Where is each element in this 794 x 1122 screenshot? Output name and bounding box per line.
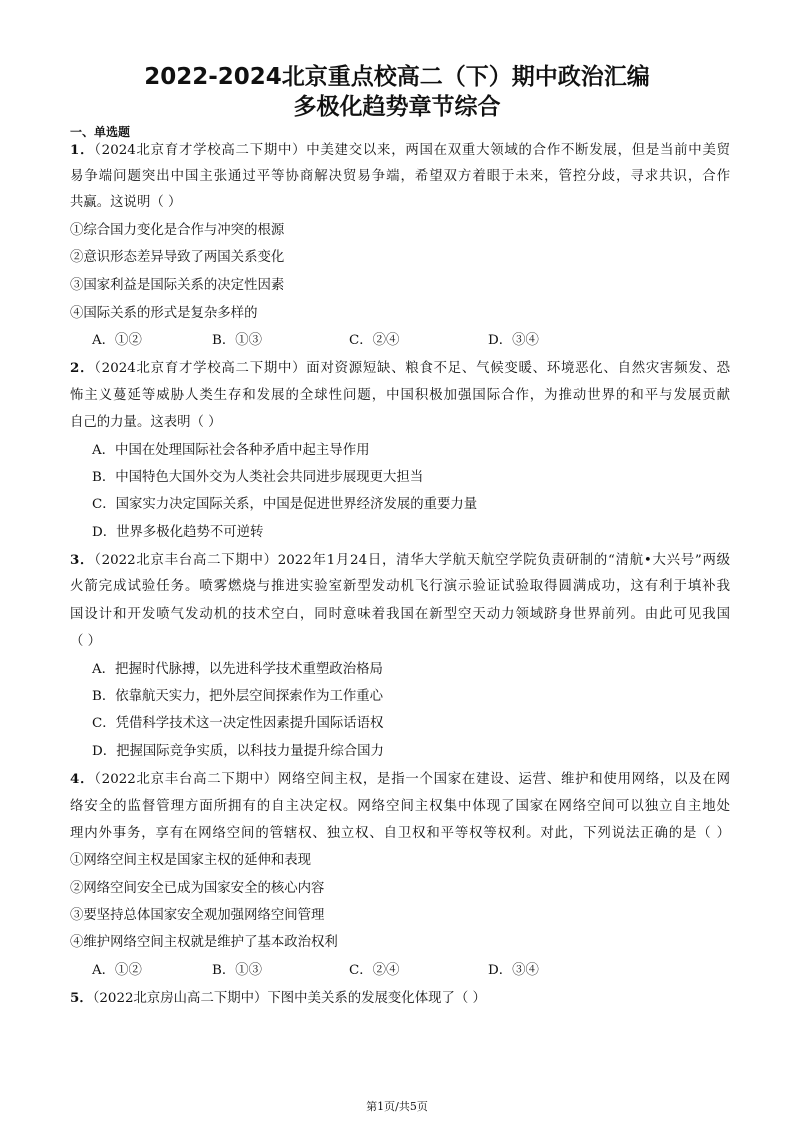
question-1-statement-3: ③国家利益是国际关系的决定性因素 [70, 278, 285, 293]
question-3-option-d: D．把握国际竞争实质，以科技力量提升综合国力 [92, 744, 384, 759]
question-2-line-1: 2．（2024北京育才学校高二下期中）面对资源短缺、粮食不足、气候变暖、环境恶化、自然灾害频发、恐 [70, 360, 730, 376]
question-2-number: 2． [70, 360, 95, 376]
question-3-line-1: 3．（2022北京丰台高二下期中）2022年1月24日，清华大学航天航空学院负责研制的“清航•大兴号”两级 [70, 552, 730, 568]
question-3-line-2: 火箭完成试验任务。喷雾燃烧与推进实验室新型发动机飞行演示验证试验取得圆满成功，这有利于填补我 [70, 579, 730, 594]
question-1-choice-d: D．③④ [488, 333, 539, 348]
question-1-choice-c: C．②④ [349, 333, 400, 348]
question-4-choice-d: D．③④ [488, 963, 539, 978]
question-4-choices [92, 961, 692, 981]
question-4-line-1: 4．（2022北京丰台高二下期中）网络空间主权，是指一个国家在建设、运营、维护和使用网络，以及在网 [70, 771, 730, 787]
question-1-statement-2: ②意识形态差异导致了两国关系变化 [70, 250, 285, 265]
question-4-line-2: 络安全的监督管理方面所拥有的自主决定权。网络空间主权集中体现了国家在网络空间可以独立自主地处 [70, 799, 730, 814]
question-3-option-b: B．依靠航天实力，把外层空间探索作为工作重心 [92, 689, 384, 704]
question-5-number: 5． [70, 990, 93, 1006]
question-3-option-c: C．凭借科学技术这一决定性因素提升国际话语权 [92, 716, 384, 731]
question-4-choice-c: C．②④ [349, 963, 400, 978]
question-2-option-c: C．国家实力决定国际关系，中国是促进世界经济发展的重要力量 [92, 497, 478, 512]
question-2-line-3: 自己的力量。这表明（ ） [70, 415, 222, 430]
question-2-option-b: B．中国特色大国外交为人类社会共同进步展现更大担当 [92, 470, 424, 485]
question-4-statement-1: ①网络空间主权是国家主权的延伸和表现 [70, 853, 312, 868]
question-3-line-4: （ ） [70, 634, 102, 649]
question-1-number: 1． [70, 142, 95, 158]
question-4-line-3: 理内外事务，享有在网络空间的管辖权、独立权、自卫权和平等权等权利。对此，下列说法正确的是（ ） [70, 826, 730, 841]
question-1-line-1: 1．（2024北京育才学校高二下期中）中美建交以来，两国在双重大领域的合作不断发展，但是当前中美贸 [70, 142, 730, 158]
question-1-choice-a: A．①② [92, 333, 142, 348]
question-5-line-1: 5．（2022北京房山高二下期中）下图中美关系的发展变化体现了（ ） [70, 990, 486, 1006]
question-2-option-a: A．中国在处理国际社会各种矛盾中起主导作用 [92, 443, 370, 458]
question-1-choices [92, 331, 692, 351]
question-4-statement-2: ②网络空间安全已成为国家安全的核心内容 [70, 881, 325, 896]
question-4-choice-a: A．①② [92, 963, 142, 978]
page-footer: 第1页/共5页 [366, 1100, 428, 1113]
question-4-number: 4． [70, 771, 95, 787]
document-subtitle: 多极化趋势章节综合 [293, 94, 501, 120]
question-1-choice-b: B．①③ [212, 333, 263, 348]
question-4-choice-b: B．①③ [212, 963, 263, 978]
question-2-option-d: D．世界多极化趋势不可逆转 [92, 525, 264, 540]
question-1-statement-4: ④国际关系的形式是复杂多样的 [70, 306, 258, 321]
section-heading: 一、单选题 [70, 125, 131, 139]
document-title: 2022-2024北京重点校高二（下）期中政治汇编 [144, 64, 650, 90]
question-3-line-3: 国设计和开发喷气发动机的技术空白，同时意味着我国在新型空天动力领域跻身世界前列。由此可见我国 [70, 607, 730, 622]
question-1-line-3: 共赢。这说明（ ） [70, 195, 182, 210]
question-3-option-a: A．把握时代脉搏，以先进科学技术重塑政治格局 [92, 662, 383, 677]
question-1-line-2: 易争端问题突出中国主张通过平等协商解决贸易争端，希望双方着眼于未来，管控分歧，寻求共识，合作 [70, 169, 730, 184]
question-4-statement-4: ④维护网络空间主权就是维护了基本政治权利 [70, 935, 338, 950]
question-1-statement-1: ①综合国力变化是合作与冲突的根源 [70, 223, 285, 238]
question-2-line-2: 怖主义蔓延等威胁人类生存和发展的全球性问题，中国积极加强国际合作，为推动世界的和平与发展贡献 [70, 388, 730, 403]
question-4-statement-3: ③要坚持总体国家安全观加强网络空间管理 [70, 908, 325, 923]
question-3-number: 3． [70, 552, 95, 568]
